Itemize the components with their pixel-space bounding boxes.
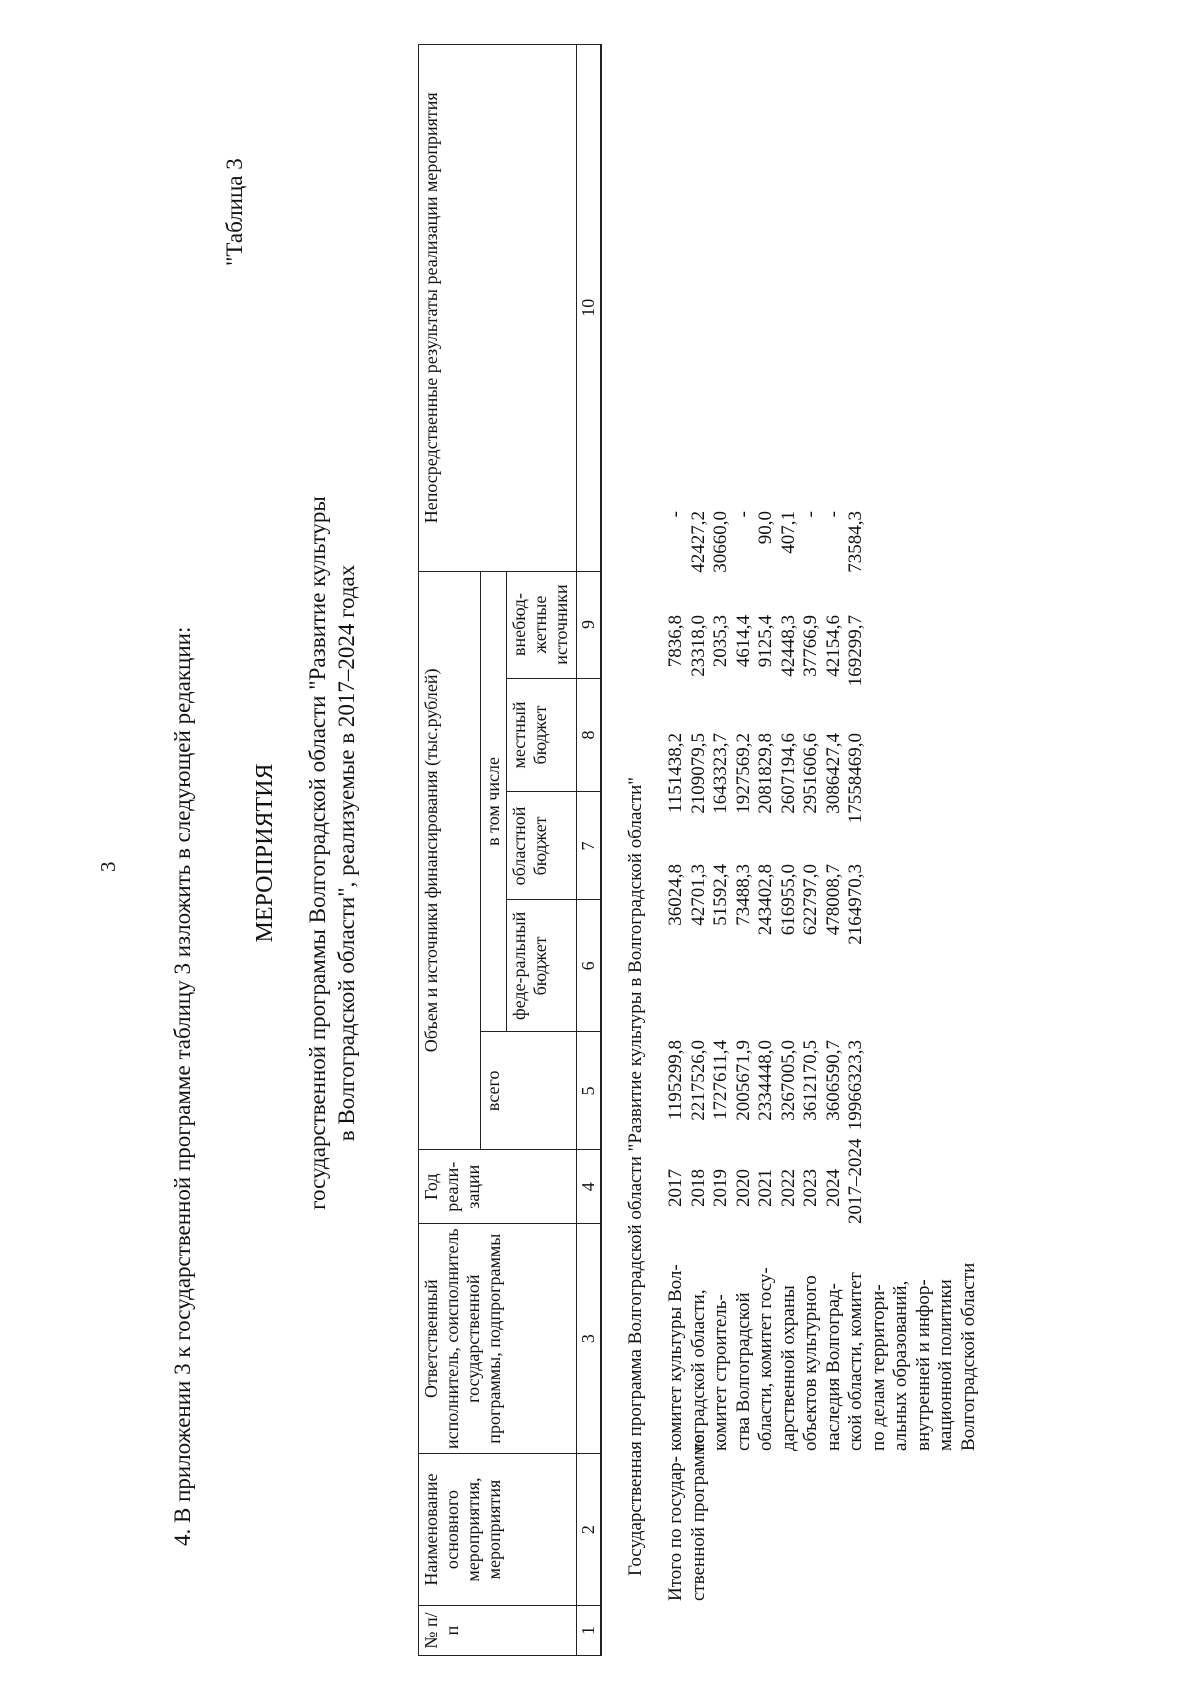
regional-value: 17558469,0 — [845, 733, 866, 824]
regional-value: 2081829,8 — [755, 733, 776, 814]
extrabudget-value: 42427,2 — [687, 511, 709, 573]
regional-value: 2607194,6 — [777, 733, 799, 814]
executor-line: ства Волгоградской — [732, 1292, 754, 1451]
executor-line: альных образований, — [890, 1280, 911, 1451]
row-years-cell — [665, 1138, 868, 1224]
total-value: 1727611,4 — [710, 1040, 731, 1121]
executor-line: по делам территори- — [867, 1284, 889, 1451]
regional-value: 3086427,4 — [822, 733, 844, 814]
row-name-line: Итого по государ- — [665, 1456, 686, 1601]
header-col-7: областной бюджет — [507, 792, 577, 900]
extrabudget-value: 30660,0 — [710, 511, 731, 573]
row-extrabudget-cell — [665, 511, 868, 623]
year-value: 2018 — [687, 1169, 709, 1207]
row-regional-cell — [665, 733, 868, 845]
subtitle-line-1: государственной программы Волгоградской области "Развитие культуры — [305, 496, 330, 1210]
federal-value: 42701,3 — [687, 864, 709, 926]
year-value: 2024 — [822, 1169, 844, 1207]
regional-value: 1927569,2 — [732, 733, 754, 814]
federal-value: 622797,0 — [800, 864, 821, 936]
executor-line: комитет культуры Вол- — [665, 1264, 686, 1451]
row-total-cell — [665, 1040, 868, 1152]
total-value: 3606590,7 — [822, 1040, 844, 1121]
regional-value: 2951606,6 — [800, 733, 821, 814]
intro-text: 4. В приложении 3 к государственной программе таблицу 3 изложить в следующей редакции: — [170, 626, 195, 1546]
local-value: 42448,3 — [777, 615, 799, 677]
extrabudget-value: - — [800, 511, 821, 518]
local-value: 9125,4 — [755, 615, 776, 668]
year-value: 2017–2024 — [845, 1138, 866, 1224]
measures-table-header — [418, 44, 602, 1656]
col-number-2: 2 — [577, 1454, 602, 1606]
col-number-1: 1 — [577, 1606, 602, 1656]
total-value: 1195299,8 — [665, 1040, 686, 1121]
executor-line: комитет строитель- — [710, 1294, 731, 1451]
extrabudget-value: - — [822, 511, 844, 518]
header-col-5: всего — [481, 1032, 577, 1150]
executor-line: внутренней и инфор- — [912, 1279, 934, 1451]
header-incl-group: в том числе — [481, 571, 507, 1032]
federal-value: 73488,3 — [732, 864, 754, 926]
executor-line: ской области, комитет — [845, 1272, 866, 1451]
total-value: 2005671,9 — [732, 1040, 754, 1121]
year-value: 2020 — [732, 1169, 754, 1207]
executor-line: мационной политики — [935, 1279, 956, 1451]
total-value: 19966323,3 — [845, 1040, 866, 1131]
row-name-line: ственной программе — [687, 1434, 709, 1601]
year-value: 2023 — [800, 1169, 821, 1207]
regional-value: 1643323,7 — [710, 733, 731, 814]
executor-line: области, комитет госу- — [755, 1267, 776, 1451]
col-number-3: 3 — [577, 1224, 602, 1454]
local-value: 7836,8 — [665, 615, 686, 668]
col-number-6: 6 — [577, 900, 602, 1032]
col-number-8: 8 — [577, 678, 602, 792]
federal-value: 51592,4 — [710, 864, 731, 926]
local-value: 23318,0 — [687, 615, 709, 677]
local-value: 4614,4 — [732, 615, 754, 668]
header-col-2: Наименование основного мероприятия, мероприятия — [419, 1454, 577, 1606]
col-number-9: 9 — [577, 571, 602, 678]
row-local-cell — [665, 615, 868, 727]
executor-line: гоградской области, — [687, 1289, 709, 1451]
year-value: 2022 — [777, 1169, 799, 1207]
local-value: 42154,6 — [822, 615, 844, 677]
total-value: 2217526,0 — [687, 1040, 709, 1121]
subtitle-line-2: в Волгоградской области", реализуемые в 2017–2024 годах — [334, 564, 359, 1142]
regional-value: 1151438,2 — [665, 733, 686, 814]
total-value: 3267005,0 — [777, 1040, 799, 1121]
federal-value: 243402,8 — [755, 864, 776, 936]
col-number-7: 7 — [577, 792, 602, 900]
extrabudget-value: - — [665, 511, 686, 518]
header-col-4: Год реали-зации — [419, 1150, 577, 1224]
regional-value: 2109079,5 — [687, 733, 709, 814]
local-value: 37766,9 — [800, 615, 821, 677]
year-value: 2021 — [755, 1169, 776, 1207]
federal-value: 478008,7 — [822, 864, 844, 936]
header-col-1: № п/п — [419, 1606, 577, 1656]
federal-value: 36024,8 — [665, 864, 686, 926]
extrabudget-value: - — [732, 511, 754, 518]
executor-line: объектов культурного — [800, 1275, 821, 1451]
document-subtitle — [303, 260, 361, 1446]
page-number: 3 — [96, 861, 120, 872]
row-name-cell — [665, 1434, 710, 1601]
executor-line: дарственной охраны — [777, 1285, 799, 1451]
executor-line: наследия Волгоград- — [822, 1283, 844, 1451]
col-number-4: 4 — [577, 1150, 602, 1224]
extrabudget-value: 90,0 — [755, 511, 776, 545]
header-financing-group: Объем и источники финансирования (тыс.рублей) — [419, 571, 481, 1150]
local-value: 2035,3 — [710, 615, 731, 668]
year-value: 2017 — [665, 1169, 686, 1207]
row-federal-cell — [665, 864, 868, 992]
header-col-9: внебюд-жетные источники — [507, 571, 577, 678]
col-number-5: 5 — [577, 1032, 602, 1150]
federal-value: 616955,0 — [777, 864, 799, 936]
total-value: 3612170,5 — [800, 1040, 821, 1121]
header-col-6: феде-ральный бюджет — [507, 900, 577, 1032]
program-title: Государственная программа Волгоградской области "Развитие культуры в Волгоградской области" — [625, 776, 646, 1576]
executor-line: Волгоградской области — [957, 1262, 979, 1451]
header-col-8: местный бюджет — [507, 678, 577, 792]
row-executor-cell — [665, 1229, 980, 1451]
year-value: 2019 — [710, 1169, 731, 1207]
local-value: 169299,7 — [845, 615, 866, 687]
header-col-3: Ответственный исполнитель, соисполнитель государственной программы, подпрограммы — [419, 1224, 577, 1454]
total-value: 2334448,0 — [755, 1040, 776, 1121]
table-label: "Таблица 3 — [222, 158, 247, 266]
document-heading: МЕРОПРИЯТИЯ — [252, 763, 278, 943]
header-col-10: Непосредственные результаты реализации мероприятия — [419, 45, 577, 572]
extrabudget-value: 407,1 — [777, 511, 799, 554]
col-number-10: 10 — [577, 45, 602, 572]
extrabudget-value: 73584,3 — [845, 511, 866, 573]
federal-value: 2164970,3 — [845, 864, 866, 945]
